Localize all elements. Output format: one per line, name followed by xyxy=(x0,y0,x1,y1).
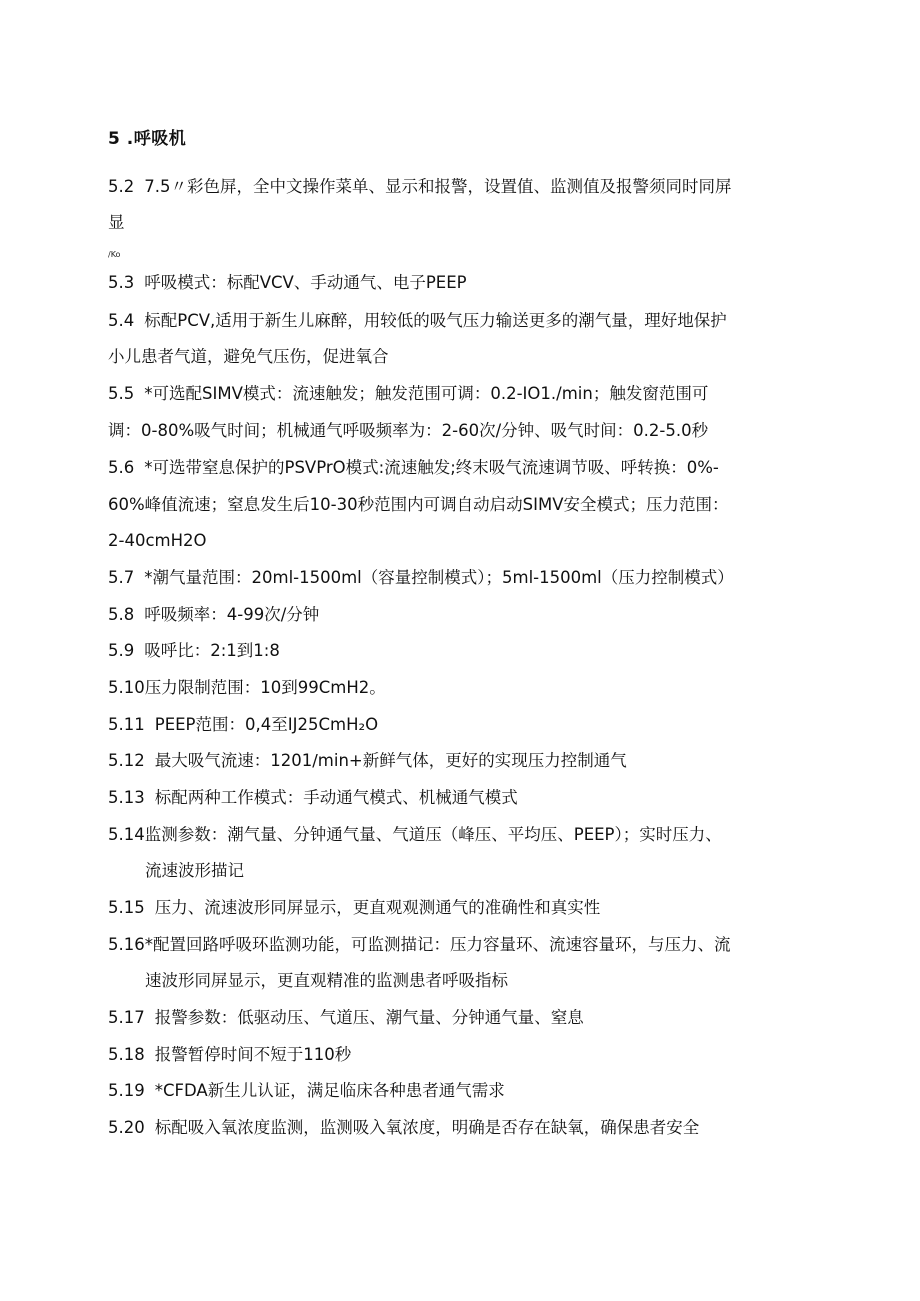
small-fragment-text: /Ko xyxy=(108,250,121,259)
spec-line-continuation xyxy=(108,420,708,442)
item-number: 5.7 xyxy=(108,568,135,587)
spec-line-5-18 xyxy=(108,1044,351,1066)
item-number: 5.2 xyxy=(108,177,135,196)
item-text: 7.5〃彩色屏，全中文操作菜单、显示和报警，设置值、监测值及报警须同时同屏 xyxy=(144,177,732,196)
item-text: 报警参数：低驱动压、气道压、潮气量、分钟通气量、窒息 xyxy=(154,1008,584,1027)
item-number: 5.13 xyxy=(108,788,145,807)
item-text: 标配PCV,适用于新生儿麻醉，用较低的吸气压力输送更多的潮气量，理好地保护 xyxy=(144,311,727,330)
item-number: 5.14 xyxy=(108,825,145,844)
section-heading: 5 .呼吸机 xyxy=(108,129,187,149)
spec-line-5-15 xyxy=(108,897,600,919)
item-text: *潮气量范围：20ml-1500ml（容量控制模式）；5ml-1500ml（压力控制模式） xyxy=(144,568,734,587)
item-number: 5.16 xyxy=(108,935,145,954)
item-text: 小儿患者气道，避免气压伤，促进氧合 xyxy=(108,347,389,366)
item-text: 60%峰值流速；窒息发生后10-30秒范围内可调自动启动SIMV安全模式；压力范围： xyxy=(108,495,729,514)
spec-line-5-7 xyxy=(108,567,734,589)
spec-line-5-11 xyxy=(108,714,378,736)
spec-line-5-8 xyxy=(108,604,319,626)
item-number: 5.6 xyxy=(108,458,135,477)
spec-line-5-20 xyxy=(108,1117,699,1139)
item-text: 流速波形描记 xyxy=(145,861,244,880)
spec-line-5-5 xyxy=(108,383,708,405)
spec-line-5-2 xyxy=(108,176,732,198)
spec-line-continuation xyxy=(108,530,206,552)
spec-line-5-19 xyxy=(108,1080,505,1102)
spec-line-continuation xyxy=(108,346,389,368)
spec-line-continuation xyxy=(145,860,244,882)
item-text: 监测参数：潮气量、分钟通气量、气道压（峰压、平均压、PEEP）；实时压力、 xyxy=(144,825,722,844)
spec-line-continuation xyxy=(108,494,728,516)
item-text: 标配吸入氧浓度监测，监测吸入氧浓度，明确是否存在缺氧，确保患者安全 xyxy=(154,1118,700,1137)
spec-line-continuation xyxy=(145,970,508,992)
item-number: 5.10 xyxy=(108,678,145,697)
item-text: 呼吸频率：4-99次/分钟 xyxy=(144,605,320,624)
item-number: 5.15 xyxy=(108,898,145,917)
item-number: 5.3 xyxy=(108,273,135,292)
item-text: PEEP范围：0,4至IJ25CmH₂O xyxy=(154,715,379,734)
item-text: 报警暂停时间不短于110秒 xyxy=(154,1045,352,1064)
item-number: 5.20 xyxy=(108,1118,145,1137)
item-text: *CFDA新生儿认证，满足临床各种患者通气需求 xyxy=(154,1081,505,1100)
item-number: 5.9 xyxy=(108,641,135,660)
spec-line-5-13 xyxy=(108,787,518,809)
item-number: 5.12 xyxy=(108,751,145,770)
item-text: 压力、流速波形同屏显示，更直观观测通气的准确性和真实性 xyxy=(154,898,601,917)
item-number: 5.8 xyxy=(108,605,135,624)
item-text: 速波形同屏显示，更直观精准的监测患者呼吸指标 xyxy=(145,971,508,990)
item-text: *可选带窒息保护的PSVPrO模式:流速触发;终末吸气流速调节吸、呼转换：0%- xyxy=(144,458,719,477)
spec-line-5-6 xyxy=(108,457,719,479)
spec-line-5-10 xyxy=(108,677,386,699)
spec-line-5-17 xyxy=(108,1007,584,1029)
item-text: 显 xyxy=(108,213,125,232)
spec-line-5-16 xyxy=(108,934,731,956)
item-text: 吸呼比：2:1到1:8 xyxy=(144,641,280,660)
item-number: 5.17 xyxy=(108,1008,145,1027)
spec-line-continuation xyxy=(108,212,125,234)
spec-line-5-9 xyxy=(108,640,280,662)
item-text: 呼吸模式：标配VCV、手动通气、电子PEEP xyxy=(144,273,467,292)
item-number: 5.19 xyxy=(108,1081,145,1100)
spec-line-5-4 xyxy=(108,310,727,332)
item-text: 最大吸气流速：1201∕min+新鲜气体，更好的实现压力控制通气 xyxy=(154,751,627,770)
spec-line-5-14 xyxy=(108,824,722,846)
item-number: 5.18 xyxy=(108,1045,145,1064)
item-number: 5.11 xyxy=(108,715,145,734)
spec-line-5-12 xyxy=(108,750,627,772)
item-text: 标配两种工作模式：手动通气模式、机械通气模式 xyxy=(154,788,518,807)
item-number: 5.5 xyxy=(108,384,135,403)
item-text: *可选配SIMV模式：流速触发；触发范围可调：0.2-IO1./min；触发窗范围可 xyxy=(144,384,709,403)
item-text: *配置回路呼吸环监测功能，可监测描记：压力容量环、流速容量环，与压力、流 xyxy=(144,935,731,954)
item-text: 2-40cmH2O xyxy=(108,531,207,550)
item-number: 5.4 xyxy=(108,311,135,330)
item-text: 压力限制范围：10到99CmH2。 xyxy=(144,678,386,697)
item-text: 调：0-80%吸气时间；机械通气呼吸频率为：2-60次/分钟、吸气时间：0.2-5.0秒 xyxy=(108,421,709,440)
spec-line-5-3 xyxy=(108,272,467,294)
